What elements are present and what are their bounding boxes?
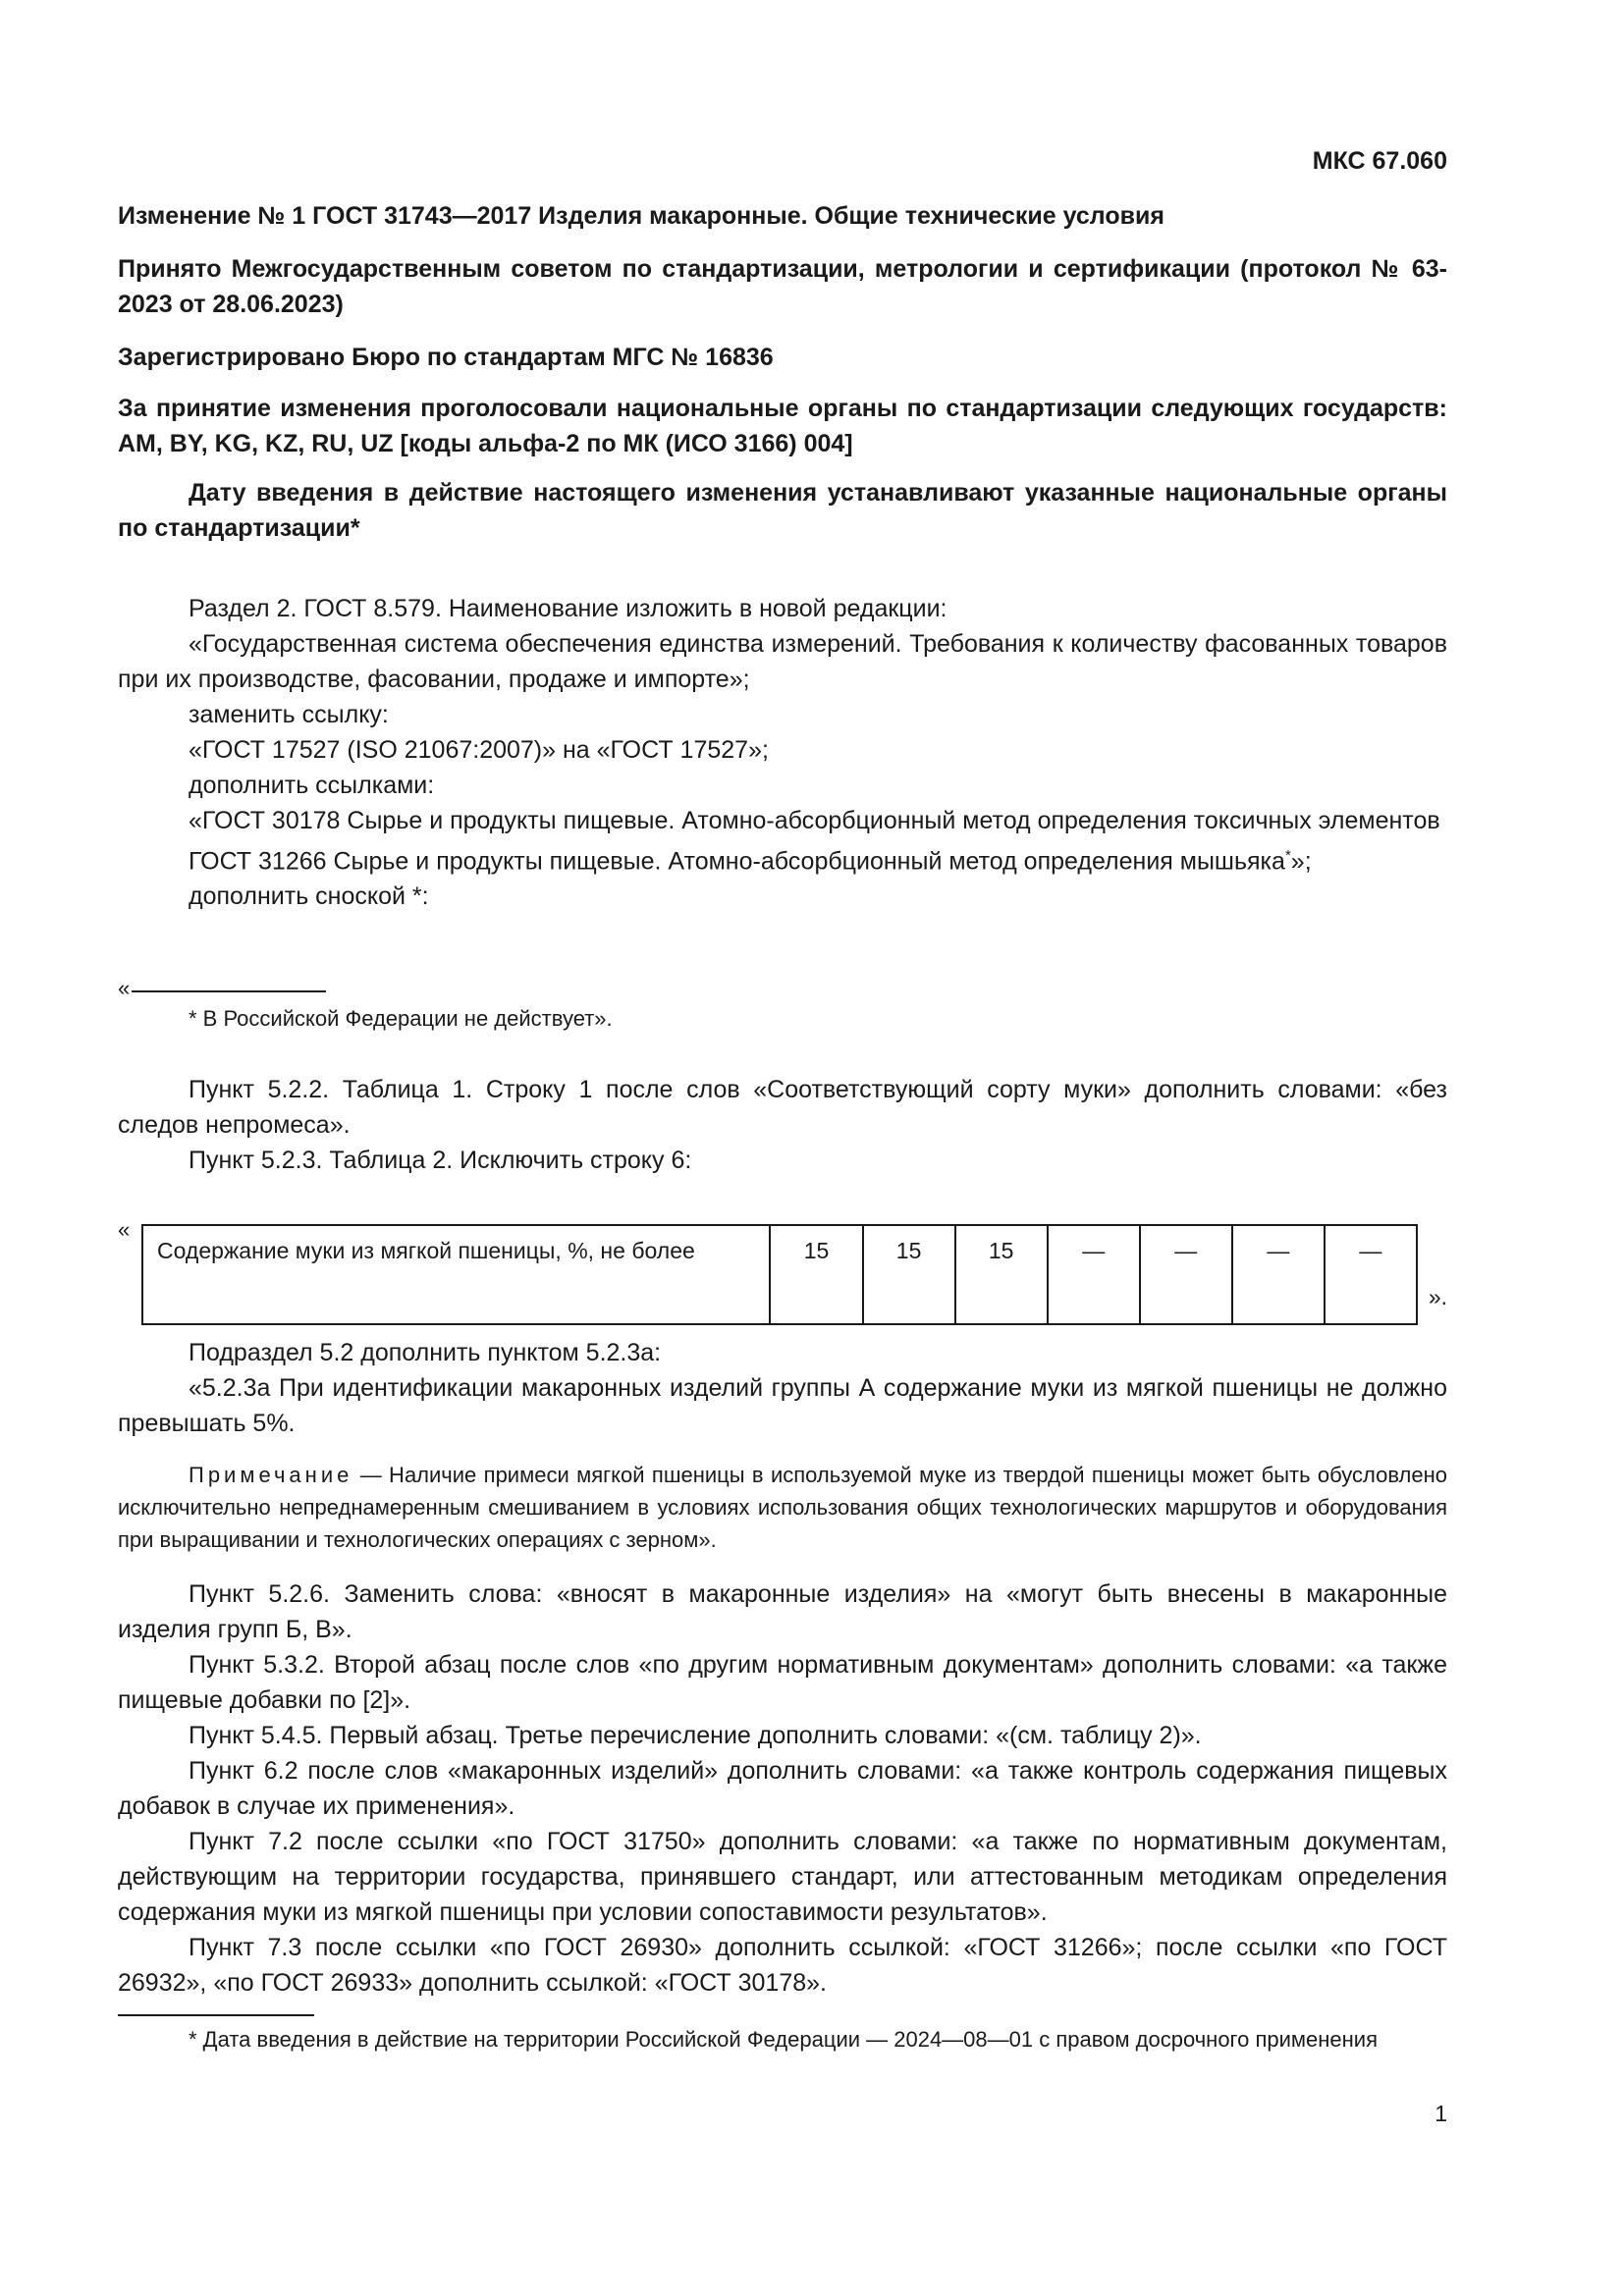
remaining-clauses bbox=[118, 1576, 1447, 2001]
clause-paragraph: Пункт 5.2.6. Заменить слова: «вносят в макаронные изделия» на «могут быть внесены в макаронные изделия групп Б, В». bbox=[118, 1580, 1447, 1643]
clause-paragraph: Пункт 6.2 после слов «макаронных изделий» дополнить словами: «а также контроль содержания пищевых добавок в случае их применения». bbox=[118, 1757, 1447, 1820]
clause-5-2-3: Пункт 5.2.3. Таблица 2. Исключить строку 6: bbox=[189, 1147, 692, 1174]
voting-statement: За принятие изменения проголосовали национальные органы по стандартизации следующих государств: AM, BY, KG, KZ, RU, UZ [коды альфа-2 по МК (ИСО 3166) 004] bbox=[118, 395, 1447, 457]
effective-date-note: Дату введения в действие настоящего изменения устанавливают указанные национальные органы по стандартизации* bbox=[118, 479, 1447, 542]
gost-31266-tail: »; bbox=[1290, 847, 1312, 876]
subsection-5-2-intro: Подраздел 5.2 дополнить пунктом 5.2.3а: bbox=[189, 1339, 662, 1366]
note-label: Примечание bbox=[189, 1463, 353, 1487]
table-row bbox=[142, 1225, 1417, 1324]
clause-paragraph: Пункт 7.2 после ссылки «по ГОСТ 31750» дополнить словами: «а также по нормативным документам, действующим на территории государства, принявшего стандарт, или аттестованным методикам определения содержания муки из мягкой пшеницы при условии сопоставимости результатов». bbox=[118, 1828, 1447, 1926]
excluded-table-row bbox=[141, 1224, 1418, 1325]
amendment-title: Изменение № 1 ГОСТ 31743—2017 Изделия макаронные. Общие технические условия bbox=[118, 202, 1164, 230]
row-value: 15 bbox=[955, 1225, 1048, 1324]
clause-paragraph: Пункт 7.3 после ссылки «по ГОСТ 26930» дополнить ссылкой: «ГОСТ 31266»; после ссылки «по ГОСТ 26932», «по ГОСТ 26933» дополнить ссылкой: «ГОСТ 30178». bbox=[118, 1934, 1447, 1997]
note-paragraph bbox=[118, 1459, 1447, 1556]
table-close-quote: ». bbox=[1428, 1284, 1447, 1309]
row-value: 15 bbox=[863, 1225, 955, 1324]
section2-line: «ГОСТ 30178 Сырье и продукты пищевые. Атомно-абсорбционный метод определения токсичных элементов bbox=[189, 807, 1440, 834]
clause-5-2-2: Пункт 5.2.2. Таблица 1. Строку 1 после слов «Соответствующий сорту муки» дополнить словами: «без следов непромеса». bbox=[118, 1076, 1447, 1139]
inline-footnote-rule bbox=[118, 976, 1447, 1001]
row-label: Содержание муки из мягкой пшеницы, %, не более bbox=[142, 1225, 770, 1324]
gost-31266-line bbox=[118, 838, 1447, 879]
add-footnote-line: дополнить сноской *: bbox=[189, 882, 429, 911]
section2-line: заменить ссылку: bbox=[189, 701, 389, 728]
clause-5-2-3a: «5.2.3а При идентификации макаронных изделий группы А содержание муки из мягкой пшеницы не должно превышать 5%. bbox=[118, 1374, 1447, 1437]
section2-line: «Государственная система обеспечения единства измерений. Требования к количеству фасованных товаров при их производстве, фасовании, продаже и импорте»; bbox=[118, 630, 1447, 693]
page-number: 1 bbox=[1435, 2101, 1447, 2126]
section2-line: «ГОСТ 17527 (ISO 21067:2007)» на «ГОСТ 17527»; bbox=[189, 736, 769, 764]
row-value: 15 bbox=[770, 1225, 862, 1324]
note-text: — Наличие примеси мягкой пшеницы в используемой муке из твердой пшеницы может быть обусловлено исключительно непреднамеренным смешиванием в условиях использования общих технологических маршрутов и оборудования при выращивании и технологических операциях с зерном». bbox=[118, 1463, 1447, 1552]
open-quote: « bbox=[118, 976, 131, 1000]
gost-31266-text: ГОСТ 31266 Сырье и продукты пищевые. Атомно-абсорбционный метод определения мышьяка bbox=[189, 847, 1285, 876]
footnote-separator bbox=[132, 990, 326, 992]
clause-paragraph: Пункт 5.4.5. Первый абзац. Третье перечисление дополнить словами: «(см. таблицу 2)». bbox=[189, 1722, 1202, 1749]
row-value: — bbox=[1325, 1225, 1417, 1324]
row-value: — bbox=[1048, 1225, 1140, 1324]
clause-paragraph: Пункт 5.3.2. Второй абзац после слов «по другим нормативным документам» дополнить словами: «а также пищевые добавки по [2]». bbox=[118, 1651, 1447, 1714]
page-footnote-separator bbox=[118, 2014, 314, 2016]
footnote-marker: * bbox=[1284, 847, 1291, 864]
page-footnote: * Дата введения в действие на территории Российской Федерации — 2024—08—01 с правом досрочного применения bbox=[189, 2027, 1378, 2052]
section-2-block bbox=[118, 591, 1447, 914]
table-open-quote: « bbox=[118, 1217, 131, 1242]
inline-footnote-text: * В Российской Федерации не действует». bbox=[189, 1006, 613, 1031]
mks-code: МКС 67.060 bbox=[1312, 147, 1447, 175]
adopted-statement: Принято Межгосударственным советом по стандартизации, метрологии и сертификации (протокол № 63-2023 от 28.06.2023) bbox=[118, 255, 1447, 318]
row-value: — bbox=[1140, 1225, 1232, 1324]
clauses-5-2-block bbox=[118, 1072, 1447, 1178]
section2-line: дополнить ссылками: bbox=[189, 772, 435, 799]
subsection-5-2-block bbox=[118, 1335, 1447, 1441]
section2-line: Раздел 2. ГОСТ 8.579. Наименование изложить в новой редакции: bbox=[189, 595, 947, 622]
registration-statement: Зарегистрировано Бюро по стандартам МГС № 16836 bbox=[118, 344, 774, 371]
row-value: — bbox=[1232, 1225, 1325, 1324]
